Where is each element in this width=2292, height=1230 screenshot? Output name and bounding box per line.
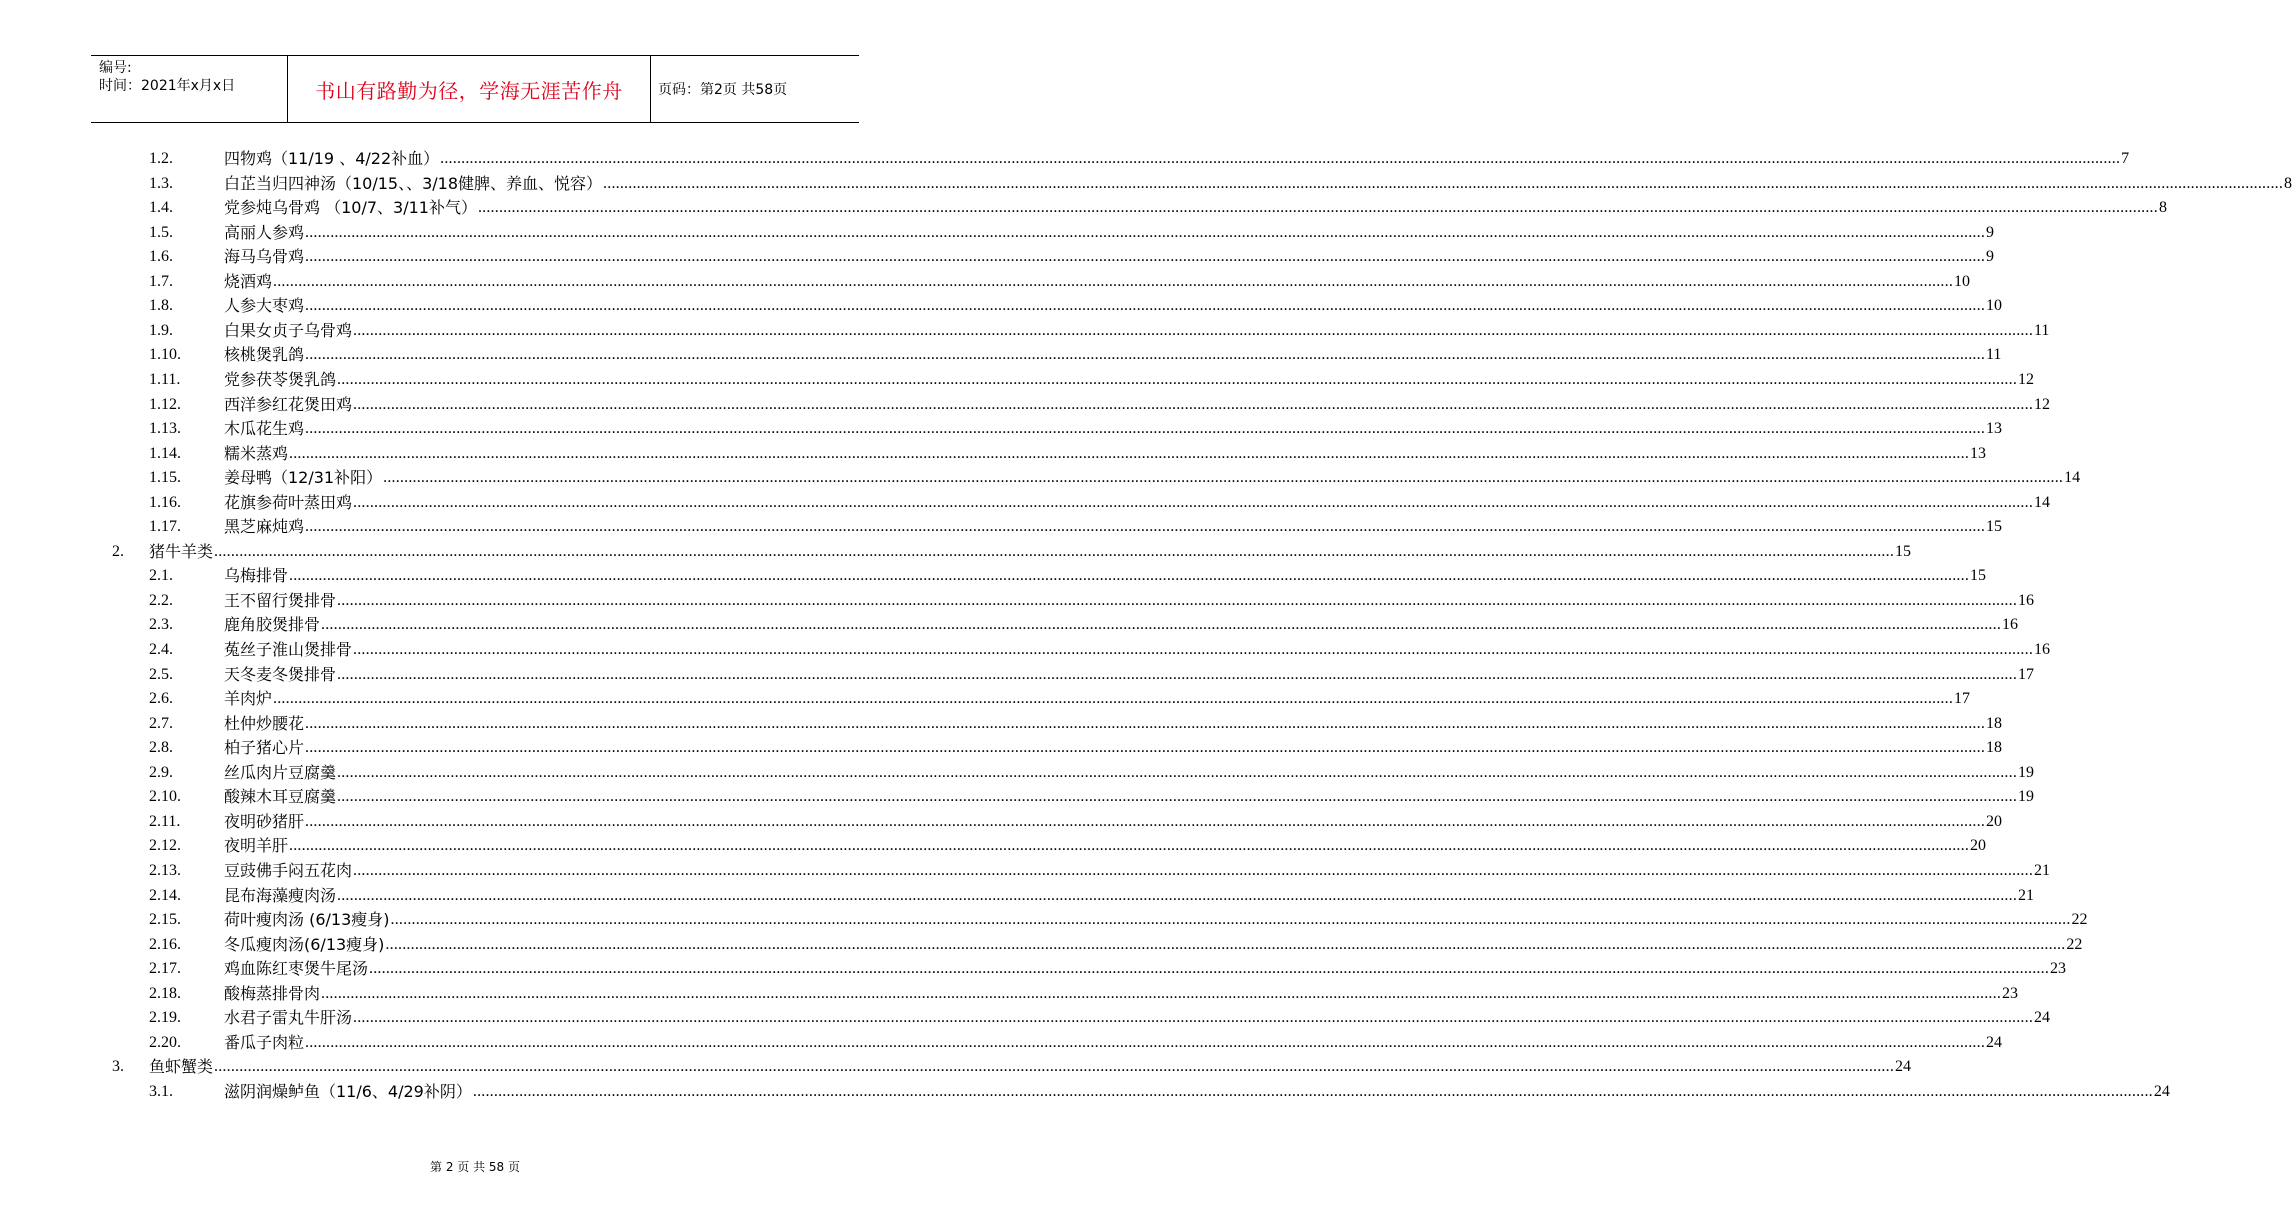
number-label: 编号: bbox=[99, 60, 132, 76]
toc-entry-number: 1.11. bbox=[149, 370, 181, 388]
toc-entry-number: 1.3. bbox=[149, 174, 173, 192]
toc-leader-dots: ................................................................................................................................................................................................................................................................................................................................................................................................................ bbox=[337, 370, 2018, 388]
toc-leader-dots: ................................................................................................................................................................................................................................................................................................................................................................................................................ bbox=[385, 935, 2066, 953]
toc-leader-dots: ................................................................................................................................................................................................................................................................................................................................................................................................................ bbox=[603, 174, 2284, 192]
toc-entry[interactable] bbox=[149, 170, 2292, 194]
toc-entry-number: 2.17. bbox=[149, 960, 181, 978]
toc-leader-dots: ................................................................................................................................................................................................................................................................................................................................................................................................................ bbox=[305, 812, 1986, 830]
toc-entry-number: 2.15. bbox=[149, 911, 181, 929]
toc-leader-dots: ................................................................................................................................................................................................................................................................................................................................................................................................................ bbox=[353, 395, 2034, 413]
toc-entry[interactable] bbox=[149, 194, 2167, 218]
toc-entry[interactable] bbox=[149, 415, 2003, 439]
toc-entry-title: 西洋参红花煲田鸡 bbox=[224, 394, 353, 414]
toc-entry-title: 滋阴润燥鲈鱼（11/6、4/29补阴） bbox=[224, 1081, 472, 1101]
toc-entry[interactable] bbox=[149, 661, 2035, 685]
toc-leader-dots: ................................................................................................................................................................................................................................................................................................................................................................................................................ bbox=[289, 444, 1970, 462]
toc-entry-number: 2.8. bbox=[149, 739, 173, 757]
toc-entry-page: 10 bbox=[1986, 297, 2003, 315]
page-footer: 第 2 页 共 58 页 bbox=[430, 1160, 520, 1174]
toc-entry-number: 1.4. bbox=[149, 199, 173, 217]
toc-entry-number: 1.17. bbox=[149, 518, 181, 536]
toc-entry-page: 9 bbox=[1986, 223, 1995, 241]
toc-entry-title: 白芷当归四神汤（10/15、、3/18健脾、养血、悦容） bbox=[224, 173, 603, 193]
toc-entry-number: 2.12. bbox=[149, 837, 181, 855]
time-label: 时间：2021年x月x日 bbox=[99, 78, 236, 94]
toc-entry-number: 2.16. bbox=[149, 935, 181, 953]
toc-leader-dots: ................................................................................................................................................................................................................................................................................................................................................................................................................ bbox=[305, 420, 1986, 438]
toc-leader-dots: ................................................................................................................................................................................................................................................................................................................................................................................................................ bbox=[337, 591, 2018, 609]
toc-entry-number: 3.1. bbox=[149, 1082, 173, 1100]
toc-entry-title: 杜仲炒腰花 bbox=[224, 713, 305, 733]
toc-entry-title: 党参炖乌骨鸡 （10/7、3/11补气） bbox=[224, 198, 477, 218]
toc-entry-title: 白果女贞子乌骨鸡 bbox=[224, 320, 353, 340]
toc-entry-number: 3. bbox=[112, 1058, 124, 1076]
toc-entry[interactable] bbox=[149, 219, 1995, 243]
toc-leader-dots: ................................................................................................................................................................................................................................................................................................................................................................................................................ bbox=[383, 469, 2064, 487]
toc-entry-number: 2.10. bbox=[149, 788, 181, 806]
toc-entry-title: 丝瓜肉片豆腐羹 bbox=[224, 762, 337, 782]
toc-entry-page: 19 bbox=[2018, 788, 2035, 806]
toc-entry[interactable] bbox=[149, 1029, 2003, 1053]
toc-leader-dots: ................................................................................................................................................................................................................................................................................................................................................................................................................ bbox=[337, 763, 2018, 781]
toc-leader-dots: ................................................................................................................................................................................................................................................................................................................................................................................................................ bbox=[390, 911, 2071, 929]
toc-entry[interactable] bbox=[149, 1078, 2170, 1102]
toc-entry[interactable] bbox=[112, 538, 1912, 562]
toc-entry-page: 24 bbox=[2153, 1082, 2170, 1100]
toc-entry[interactable] bbox=[149, 366, 2035, 390]
toc-entry-title: 天冬麦冬煲排骨 bbox=[224, 664, 337, 684]
toc-entry-number: 2.13. bbox=[149, 861, 181, 879]
toc-entry-page: 7 bbox=[2121, 150, 2130, 167]
toc-entry-title: 酸辣木耳豆腐羹 bbox=[224, 787, 337, 807]
toc-entry-page: 14 bbox=[2034, 493, 2051, 511]
toc-entry-page: 15 bbox=[1986, 518, 2003, 536]
toc-entry[interactable] bbox=[149, 292, 2003, 316]
toc-entry[interactable] bbox=[149, 317, 2050, 341]
toc-entry-title: 夜明砂猪肝 bbox=[224, 811, 305, 831]
toc-entry-number: 1.7. bbox=[149, 272, 173, 290]
toc-leader-dots: ................................................................................................................................................................................................................................................................................................................................................................................................................ bbox=[472, 1082, 2153, 1100]
toc-entry[interactable] bbox=[149, 882, 2035, 906]
toc-leader-dots: ................................................................................................................................................................................................................................................................................................................................................................................................................ bbox=[353, 641, 2034, 658]
toc-entry[interactable] bbox=[149, 145, 2130, 169]
toc-entry-number: 2.11. bbox=[149, 812, 181, 830]
toc-entry[interactable] bbox=[149, 759, 2035, 783]
toc-entry-number: 2.3. bbox=[149, 616, 173, 634]
toc-entry-page: 24 bbox=[1986, 1033, 2003, 1051]
toc-leader-dots: ................................................................................................................................................................................................................................................................................................................................................................................................................ bbox=[353, 493, 2034, 511]
toc-entry[interactable] bbox=[149, 611, 2019, 635]
toc-entry-number: 1.8. bbox=[149, 297, 173, 315]
toc-leader-dots: ................................................................................................................................................................................................................................................................................................................................................................................................................ bbox=[305, 739, 1986, 757]
toc-entry[interactable] bbox=[149, 341, 2002, 365]
toc-entry[interactable] bbox=[149, 268, 1971, 292]
toc-leader-dots: ................................................................................................................................................................................................................................................................................................................................................................................................................ bbox=[289, 567, 1970, 585]
toc-entry[interactable] bbox=[149, 489, 2051, 513]
toc-entry-title: 王不留行煲排骨 bbox=[224, 590, 337, 610]
toc-entry-number: 2.18. bbox=[149, 984, 181, 1002]
toc-entry-title: 党参茯苓煲乳鸽 bbox=[224, 369, 337, 389]
toc-entry-title: 夜明羊肝 bbox=[224, 836, 289, 856]
toc-entry[interactable] bbox=[149, 440, 1987, 464]
toc-entry-number: 1.16. bbox=[149, 493, 181, 511]
toc-entry[interactable] bbox=[149, 906, 2088, 930]
toc-entry-title: 乌梅排骨 bbox=[224, 566, 289, 586]
toc-leader-dots: ................................................................................................................................................................................................................................................................................................................................................................................................................ bbox=[305, 346, 1986, 364]
toc-entry-page: 22 bbox=[2071, 911, 2088, 929]
toc-entry-title: 荷叶瘦肉汤 (6/13瘦身) bbox=[224, 910, 390, 930]
toc-entry-number: 2.2. bbox=[149, 591, 173, 609]
toc-entry-page: 13 bbox=[1986, 420, 2003, 438]
toc-leader-dots: ................................................................................................................................................................................................................................................................................................................................................................................................................ bbox=[289, 837, 1970, 855]
toc-entry-title: 酸梅蒸排骨肉 bbox=[224, 983, 321, 1003]
toc-entry-number: 1.6. bbox=[149, 248, 173, 266]
toc-entry-number: 2.5. bbox=[149, 665, 173, 683]
toc-entry[interactable] bbox=[149, 391, 2051, 415]
toc-leader-dots: ................................................................................................................................................................................................................................................................................................................................................................................................................ bbox=[353, 861, 2034, 879]
toc-leader-dots: ................................................................................................................................................................................................................................................................................................................................................................................................................ bbox=[305, 1033, 1986, 1051]
toc-entry-title: 番瓜子肉粒 bbox=[224, 1032, 305, 1052]
toc-entry-title: 核桃煲乳鸽 bbox=[224, 345, 305, 365]
toc-leader-dots: ................................................................................................................................................................................................................................................................................................................................................................................................................ bbox=[214, 542, 1895, 560]
toc-entry-title: 糯米蒸鸡 bbox=[224, 443, 289, 463]
toc-leader-dots: ................................................................................................................................................................................................................................................................................................................................................................................................................ bbox=[321, 984, 2002, 1002]
toc-entry-number: 2.20. bbox=[149, 1033, 181, 1051]
toc-entry-page: 8 bbox=[2284, 174, 2292, 192]
toc-entry-number: 2.14. bbox=[149, 886, 181, 904]
toc-entry-title: 柏子猪心片 bbox=[224, 738, 305, 758]
toc-entry-number: 1.2. bbox=[149, 150, 173, 167]
toc-entry-page: 21 bbox=[2034, 861, 2051, 879]
toc-entry-number: 2.19. bbox=[149, 1009, 181, 1027]
toc-entry-title: 羊肉炉 bbox=[224, 689, 273, 709]
toc-entry[interactable] bbox=[149, 1004, 2051, 1028]
toc-entry-title: 水君子雷丸牛肝汤 bbox=[224, 1008, 353, 1028]
toc-entry[interactable] bbox=[149, 513, 2003, 537]
header-meta bbox=[91, 56, 287, 122]
toc-entry[interactable] bbox=[149, 636, 2051, 660]
toc-entry-page: 18 bbox=[1986, 714, 2003, 732]
toc-entry-page: 22 bbox=[2066, 935, 2083, 953]
toc-entry-number: 2. bbox=[112, 542, 124, 560]
toc-leader-dots: ................................................................................................................................................................................................................................................................................................................................................................................................................ bbox=[337, 886, 2018, 904]
toc-entry-page: 18 bbox=[1986, 739, 2003, 757]
toc-entry-title: 鸡血陈红枣煲牛尾汤 bbox=[224, 959, 369, 979]
toc-entry-page: 17 bbox=[2018, 665, 2035, 683]
toc-leader-dots: ................................................................................................................................................................................................................................................................................................................................................................................................................ bbox=[337, 665, 2018, 683]
toc-entry-page: 16 bbox=[2018, 591, 2035, 609]
toc-entry[interactable] bbox=[149, 587, 2035, 611]
toc-entry-title: 昆布海藻瘦肉汤 bbox=[224, 885, 337, 905]
toc-entry[interactable] bbox=[112, 1053, 1912, 1077]
toc-leader-dots: ................................................................................................................................................................................................................................................................................................................................................................................................................ bbox=[353, 321, 2034, 339]
toc-entry-page: 20 bbox=[1970, 837, 1987, 855]
toc-entry-page: 12 bbox=[2034, 395, 2051, 413]
toc-leader-dots: ................................................................................................................................................................................................................................................................................................................................................................................................................ bbox=[305, 248, 1986, 266]
toc-entry[interactable] bbox=[149, 931, 2083, 955]
toc-entry-number: 1.15. bbox=[149, 469, 181, 487]
toc-leader-dots: ................................................................................................................................................................................................................................................................................................................................................................................................................ bbox=[273, 690, 1954, 708]
toc-entry[interactable] bbox=[149, 980, 2019, 1004]
toc-entry-page: 24 bbox=[1895, 1058, 1912, 1076]
toc-entry[interactable] bbox=[149, 955, 2067, 979]
toc-leader-dots: ................................................................................................................................................................................................................................................................................................................................................................................................................ bbox=[440, 150, 2121, 167]
toc-entry-page: 17 bbox=[1954, 690, 1971, 708]
toc-entry-number: 1.9. bbox=[149, 321, 173, 339]
toc-leader-dots: ................................................................................................................................................................................................................................................................................................................................................................................................................ bbox=[477, 199, 2158, 217]
toc-entry-page: 21 bbox=[2018, 886, 2035, 904]
toc-entry-number: 2.7. bbox=[149, 714, 173, 732]
toc-entry-page: 8 bbox=[2158, 199, 2167, 217]
toc-entry[interactable] bbox=[149, 464, 2081, 488]
toc-entry-title: 海马乌骨鸡 bbox=[224, 247, 305, 267]
toc-entry[interactable] bbox=[149, 562, 1987, 586]
toc-entry-page: 9 bbox=[1986, 248, 1995, 266]
toc-entry-number: 1.10. bbox=[149, 346, 181, 364]
toc-entry[interactable] bbox=[149, 783, 2035, 807]
toc-entry-title: 高丽人参鸡 bbox=[224, 222, 305, 242]
toc-entry-title: 豆豉佛手闷五花肉 bbox=[224, 860, 353, 880]
motto: 书山有路勤为径，学海无涯苦作舟 bbox=[287, 56, 651, 122]
toc-entry-number: 2.4. bbox=[149, 641, 173, 658]
toc-entry-page: 23 bbox=[2050, 960, 2067, 978]
toc-entry[interactable] bbox=[149, 832, 1987, 856]
toc-entry-title: 烧酒鸡 bbox=[224, 271, 273, 291]
toc-entry[interactable] bbox=[149, 710, 2003, 734]
toc-entry[interactable] bbox=[149, 808, 2003, 832]
toc-entry-page: 15 bbox=[1895, 542, 1912, 560]
toc-entry-number: 1.5. bbox=[149, 223, 173, 241]
toc-entry[interactable] bbox=[149, 685, 1971, 709]
toc-leader-dots: ................................................................................................................................................................................................................................................................................................................................................................................................................ bbox=[321, 616, 2002, 634]
toc-entry-title: 花旗参荷叶蒸田鸡 bbox=[224, 492, 353, 512]
toc-entry-page: 13 bbox=[1970, 444, 1987, 462]
toc-entry-page: 24 bbox=[2034, 1009, 2051, 1027]
toc-leader-dots: ................................................................................................................................................................................................................................................................................................................................................................................................................ bbox=[369, 960, 2050, 978]
toc-entry-page: 20 bbox=[1986, 812, 2003, 830]
toc-entry-page: 19 bbox=[2018, 763, 2035, 781]
toc-leader-dots: ................................................................................................................................................................................................................................................................................................................................................................................................................ bbox=[273, 272, 1954, 290]
toc-leader-dots: ................................................................................................................................................................................................................................................................................................................................................................................................................ bbox=[214, 1058, 1895, 1076]
toc-leader-dots: ................................................................................................................................................................................................................................................................................................................................................................................................................ bbox=[353, 1009, 2034, 1027]
toc-entry-number: 2.6. bbox=[149, 690, 173, 708]
toc-leader-dots: ................................................................................................................................................................................................................................................................................................................................................................................................................ bbox=[305, 714, 1986, 732]
toc-entry-page: 16 bbox=[2002, 616, 2019, 634]
page-indicator: 页码：第2页 共58页 bbox=[658, 82, 788, 98]
toc-entry-page: 23 bbox=[2002, 984, 2019, 1002]
toc-leader-dots: ................................................................................................................................................................................................................................................................................................................................................................................................................ bbox=[337, 788, 2018, 806]
toc-entry-page: 14 bbox=[2064, 469, 2081, 487]
page-header bbox=[91, 55, 859, 123]
toc-entry-page: 11 bbox=[1986, 346, 2002, 364]
toc-entry-page: 11 bbox=[2034, 321, 2050, 339]
toc-entry-title: 猪牛羊类 bbox=[149, 541, 214, 561]
toc-entry-title: 姜母鸭（12/31补阳） bbox=[224, 468, 383, 488]
toc-entry-number: 2.1. bbox=[149, 567, 173, 585]
toc-entry-title: 菟丝子淮山煲排骨 bbox=[224, 640, 353, 659]
toc-entry[interactable] bbox=[149, 857, 2051, 881]
toc-entry-number: 1.12. bbox=[149, 395, 181, 413]
toc-entry-title: 木瓜花生鸡 bbox=[224, 419, 305, 439]
toc-leader-dots: ................................................................................................................................................................................................................................................................................................................................................................................................................ bbox=[305, 297, 1986, 315]
toc-entry-title: 鹿角胶煲排骨 bbox=[224, 615, 321, 635]
toc-entry[interactable] bbox=[149, 734, 2003, 758]
toc-entry-title: 黑芝麻炖鸡 bbox=[224, 517, 305, 537]
toc-entry-title: 四物鸡（11/19 、4/22补血） bbox=[224, 149, 440, 168]
toc-entry-number: 1.13. bbox=[149, 420, 181, 438]
toc-entry-page: 10 bbox=[1954, 272, 1971, 290]
toc-entry-number: 1.14. bbox=[149, 444, 181, 462]
toc-entry-page: 12 bbox=[2018, 370, 2035, 388]
toc-entry-page: 15 bbox=[1970, 567, 1987, 585]
toc-leader-dots: ................................................................................................................................................................................................................................................................................................................................................................................................................ bbox=[305, 223, 1986, 241]
toc-entry-title: 人参大枣鸡 bbox=[224, 296, 305, 316]
toc-entry-number: 2.9. bbox=[149, 763, 173, 781]
toc-entry-title: 冬瓜瘦肉汤(6/13瘦身) bbox=[224, 934, 385, 954]
toc-entry-page: 16 bbox=[2034, 641, 2051, 658]
toc-entry-title: 鱼虾蟹类 bbox=[149, 1057, 214, 1077]
toc-entry[interactable] bbox=[149, 243, 1995, 267]
toc-leader-dots: ................................................................................................................................................................................................................................................................................................................................................................................................................ bbox=[305, 518, 1986, 536]
